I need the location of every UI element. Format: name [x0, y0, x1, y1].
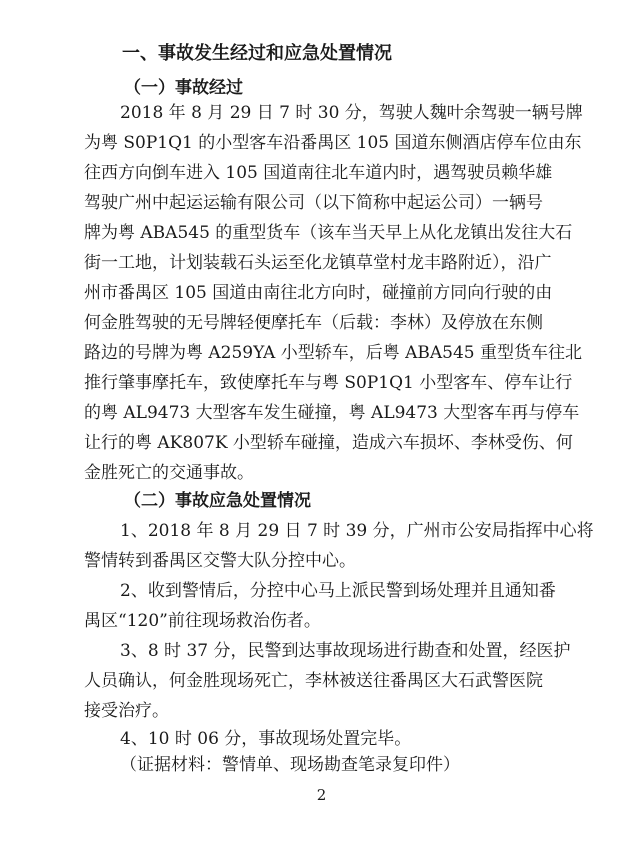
- paragraph-line: 牌为粤 ABA545 的重型货车（该车当天早上从化龙镇出发往大石: [84, 223, 573, 243]
- paragraph-line: 何金胜驾驶的无号牌轻便摩托车（后载：李林）及停放在东侧: [84, 313, 543, 333]
- paragraph-line: 往西方向倒车进入 105 国道南往北车道内时，遇驾驶员赖华雄: [84, 163, 553, 183]
- paragraph-line: 3、8 时 37 分，民警到达事故现场进行勘查和处置，经医护: [120, 641, 571, 661]
- paragraph-line: 让行的粤 AK807K 小型轿车碰撞，造成六车损坏、李林受伤、何: [84, 433, 573, 453]
- paragraph-line: 4、10 时 06 分，事故现场处置完毕。: [120, 729, 412, 749]
- paragraph-line: 为粤 S0P1Q1 的小型客车沿番禺区 105 国道东侧酒店停车位由东: [84, 133, 582, 153]
- paragraph-line: 接受治疗。: [84, 701, 169, 721]
- section-heading: 一、事故发生经过和应急处置情况: [122, 43, 392, 64]
- subsection-heading-incident: （一）事故经过: [124, 78, 243, 98]
- subsection-heading-response: （二）事故应急处置情况: [124, 491, 311, 511]
- paragraph-line: 2018 年 8 月 29 日 7 时 30 分，驾驶人魏叶余驾驶一辆号牌: [120, 103, 583, 123]
- paragraph-line: 驾驶广州中起运运输有限公司（以下简称中起运公司）一辆号: [84, 193, 543, 213]
- paragraph-line: 禺区“120”前往现场救治伤者。: [84, 611, 321, 631]
- paragraph-line: 州市番禺区 105 国道由南往北方向时，碰撞前方同向行驶的由: [84, 283, 553, 303]
- paragraph-line: 的粤 AL9473 大型客车发生碰撞，粤 AL9473 大型客车再与停车: [84, 403, 580, 423]
- paragraph-line: 警情转到番禺区交警大队分控中心。: [84, 551, 356, 571]
- paragraph-line: 人员确认，何金胜现场死亡，李林被送往番禺区大石武警医院: [84, 671, 543, 691]
- paragraph-line: 街一工地，计划装载石头运至化龙镇草堂村龙丰路附近），沿广: [84, 253, 552, 273]
- paragraph-line: 推行肇事摩托车，致使摩托车与粤 S0P1Q1 小型客车、停车让行: [84, 373, 573, 393]
- evidence-note: （证据材料：警情单、现场勘查笔录复印件）: [120, 755, 460, 775]
- paragraph-line: 金胜死亡的交通事故。: [84, 463, 254, 483]
- page-number: 2: [316, 786, 327, 804]
- paragraph-line: 1、2018 年 8 月 29 日 7 时 39 分，广州市公安局指挥中心将: [120, 521, 594, 541]
- paragraph-line: 2、收到警情后，分控中心马上派民警到场处理并且通知番: [120, 581, 556, 601]
- paragraph-line: 路边的号牌为粤 A259YA 小型轿车，后粤 ABA545 重型货车往北: [84, 343, 583, 363]
